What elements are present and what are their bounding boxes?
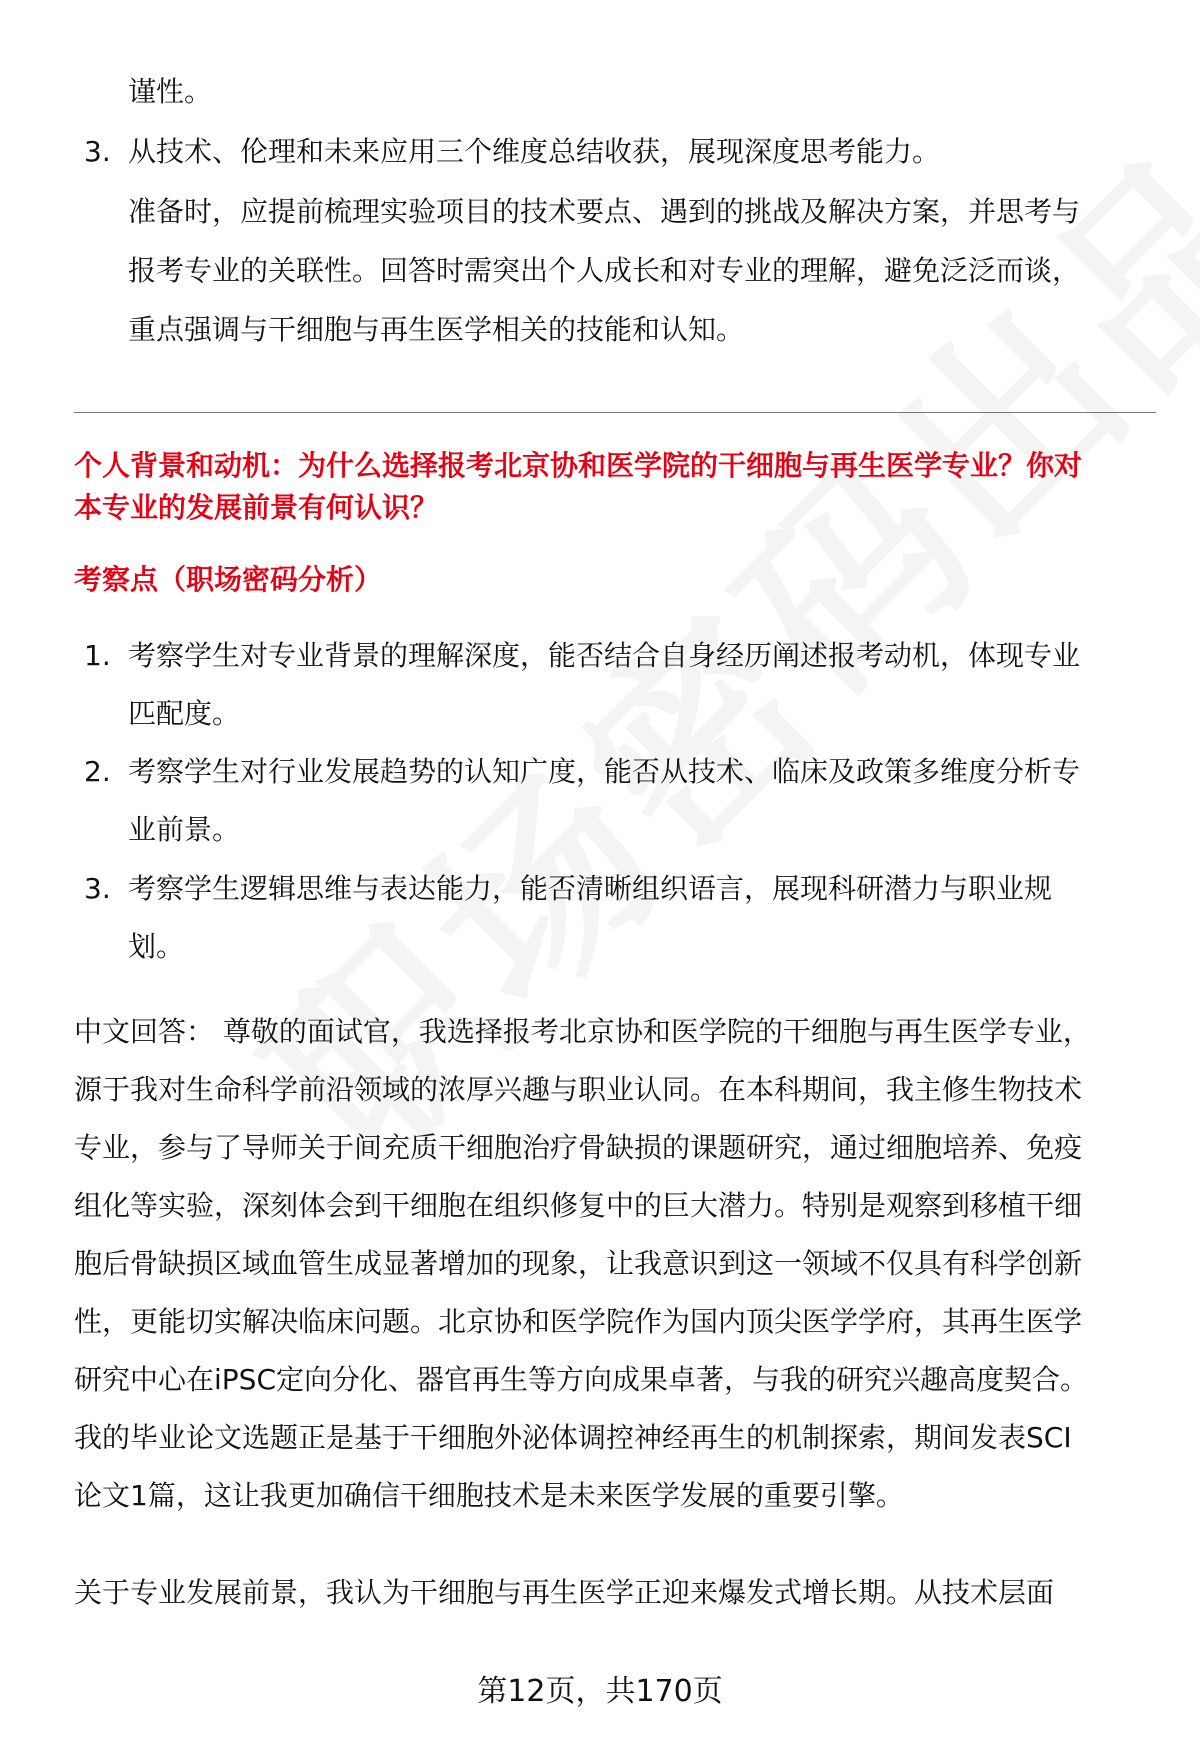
section-subtitle: 考察点（职场密码分析） [74,563,383,596]
list-number: 3. [84,135,111,168]
answer-line: 性，更能切实解决临床问题。北京协和医学院作为国内顶尖医学学府，其再生医学 [74,1305,1083,1338]
answer-line: 我的毕业论文选题正是基于干细胞外泌体调控神经再生的机制探索，期间发表SCI [74,1421,1072,1454]
list-item-text: 考察学生对专业背景的理解深度，能否结合自身经历阐述报考动机，体现专业 [128,639,1081,672]
list-number: 3. [84,872,111,905]
answer-line: 组化等实验，深刻体会到干细胞在组织修复中的巨大潜力。特别是观察到移植干细 [74,1189,1083,1222]
list-item-text: 划。 [128,930,185,963]
answer-line: 研究中心在iPSC定向分化、器官再生等方向成果卓著，与我的研究兴趣高度契合。 [74,1363,1088,1396]
list-continuation: 谨性。 [128,75,213,108]
list-item-text: 匹配度。 [128,697,241,730]
note-line: 报考专业的关联性。回答时需突出个人成长和对专业的理解，避免泛泛而谈， [128,254,1081,287]
answer-line: 论文1篇，这让我更加确信干细胞技术是未来医学发展的重要引擎。 [74,1479,904,1512]
list-item-text: 考察学生逻辑思维与表达能力，能否清晰组织语言，展现科研潜力与职业规 [128,872,1053,905]
answer-line: 源于我对生命科学前沿领域的浓厚兴趣与职业认同。在本科期间，我主修生物技术 [74,1073,1083,1106]
page-number: 第12页，共170页 [477,1674,723,1709]
list-item-text: 从技术、伦理和未来应用三个维度总结收获，展现深度思考能力。 [128,135,941,168]
list-item-text: 考察学生对行业发展趋势的认知广度，能否从技术、临床及政策多维度分析专 [128,755,1081,788]
answer-line: 中文回答： 尊敬的面试官，我选择报考北京协和医学院的干细胞与再生医学专业， [74,1015,1091,1048]
question-title: 本专业的发展前景有何认识？ [74,491,439,524]
list-number: 1. [84,639,111,672]
list-number: 2. [84,755,111,788]
note-line: 重点强调与干细胞与再生医学相关的技能和认知。 [128,313,745,346]
section-divider [74,412,1156,413]
answer-next-paragraph: 关于专业发展前景，我认为干细胞与再生医学正迎来爆发式增长期。从技术层面 [74,1576,1055,1609]
answer-line: 专业，参与了导师关于间充质干细胞治疗骨缺损的课题研究，通过细胞培养、免疫 [74,1131,1083,1164]
answer-line: 胞后骨缺损区域血管生成显著增加的现象，让我意识到这一领域不仅具有科学创新 [74,1247,1083,1280]
list-item-text: 业前景。 [128,813,241,846]
note-line: 准备时，应提前梳理实验项目的技术要点、遇到的挑战及解决方案，并思考与 [128,195,1081,228]
question-title: 个人背景和动机：为什么选择报考北京协和医学院的干细胞与再生医学专业？你对 [74,449,1083,482]
